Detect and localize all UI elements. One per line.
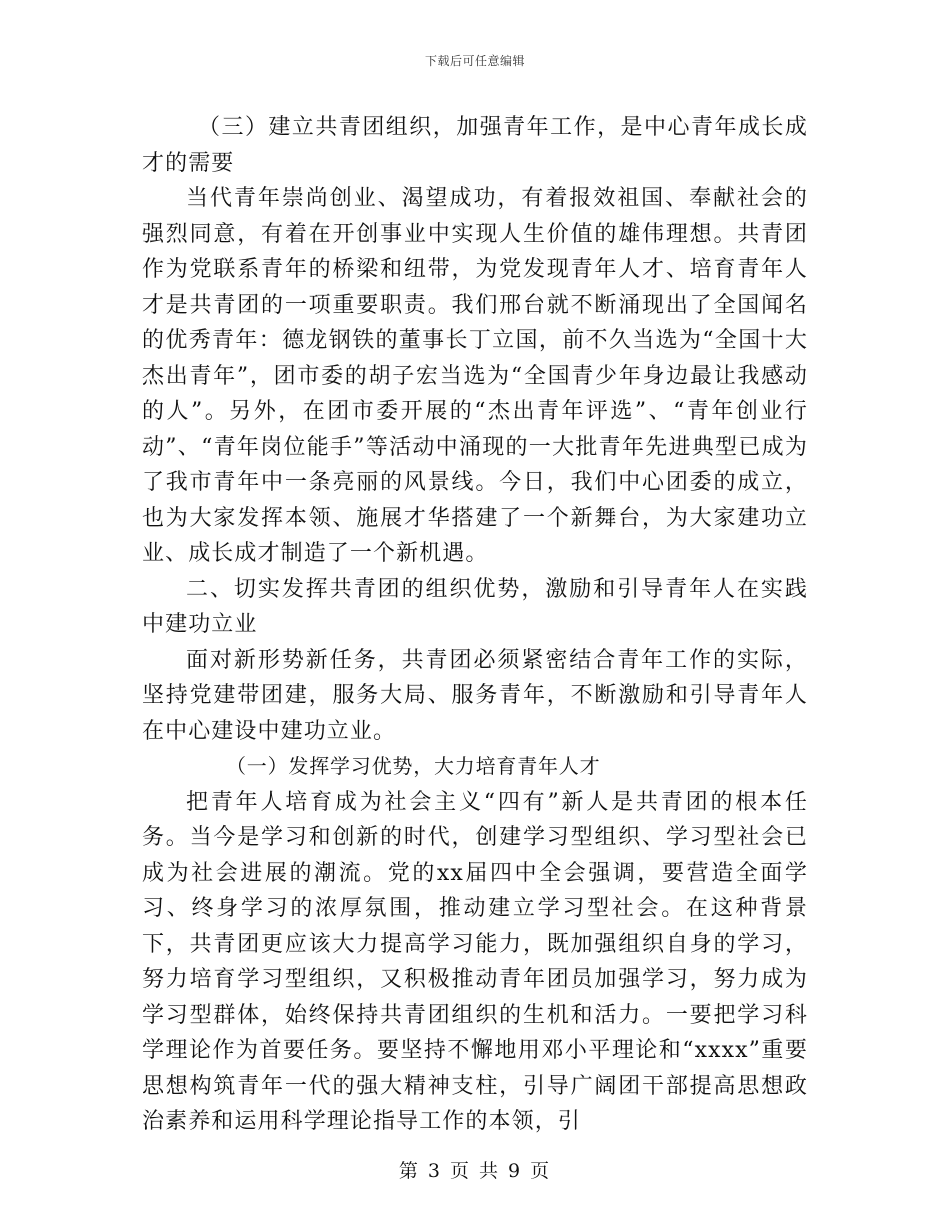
document-body [142,110,808,1140]
body-paragraph: 面对新形势新任务，共青团必须紧密结合青年工作的实际，坚持党建带团建，服务大局、服务青年，不断激励和引导青年人在中心建设中建功立业。 [142,647,808,744]
body-paragraph: 把青年人培育成为社会主义“四有”新人是共青团的根本任务。当今是学习和创新的时代，创建学习型组织、学习型社会已成为社会进展的潮流。党的xx届四中全会强调，要营造全面学习、终身学习的浓厚氛围，推动建立学习型社会。在这种背景下，共青团更应该大力提高学习能力，既加强组织自身的学习，努力培育学习型组织，又积极推动青年团员加强学习，努力成为学习型群体，始终保持共青团组织的生机和活力。一要把学习科学理论作为首要任务。要坚持不懈地用邓小平理论和“xxxx”重要思想构筑青年一代的强大精神支柱，引导广阔团干部提高思想政治素养和运用科学理论指导工作的本领，引 [142,789,808,1134]
section-heading-2: 二、切实发挥共青团的组织优势，激励和引导青年人在实践中建功立业 [142,576,808,637]
page-header: 下载后可任意编辑 [424,54,525,68]
page-footer: 第 3 页 共 9 页 [398,1160,552,1182]
subsection-heading-1: （一）发挥学习优势，大力培育青年人才 [226,754,601,778]
body-paragraph: 当代青年崇尚创业、渴望成功，有着报效祖国、奉献社会的强烈同意，有着在开创事业中实现人生价值的雄伟理想。共青团作为党联系青年的桥梁和纽带，为党发现青年人才、培育青年人才是共青团的一项重要职责。我们邢台就不断涌现出了全国闻名的优秀青年：德龙钢铁的董事长丁立国，前不久当选为“全国十大杰出青年”，团市委的胡子宏当选为“全国青少年身边最让我感动的人”。另外，在团市委开展的“杰出青年评选”、“青年创业行动”、“青年岗位能手”等活动中涌现的一大批青年先进典型已成为了我市青年中一条亮丽的风景线。今日，我们中心团委的成立，也为大家发挥本领、施展才华搭建了一个新舞台，为大家建功立业、成长成才制造了一个新机遇。 [142,186,808,566]
section-heading-3: （三）建立共青团组织，加强青年工作，是中心青年成长成才的需要 [142,115,808,176]
